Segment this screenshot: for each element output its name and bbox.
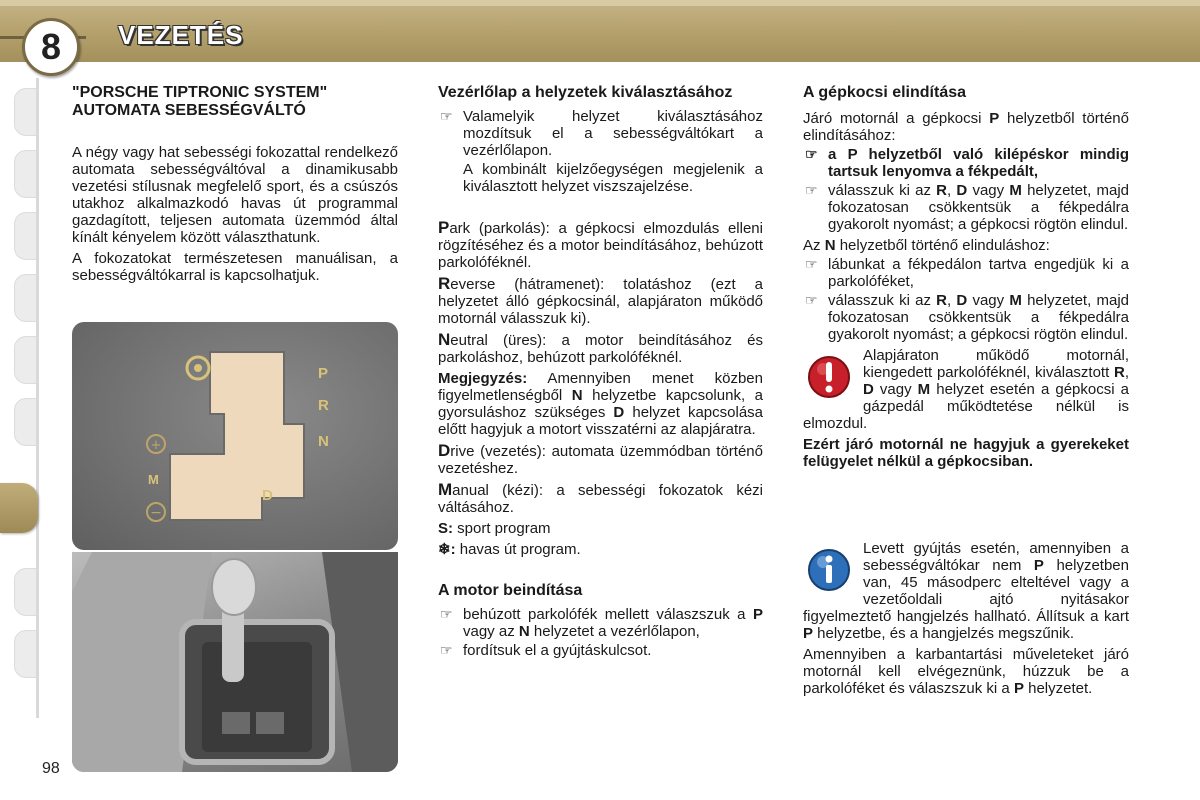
bullet-start-2: ☞ fordítsuk el a gyújtáskulcsot. (438, 642, 763, 659)
heading-start-engine: A motor beindítása (438, 582, 583, 599)
bullet-select-position: ☞ Valamelyik helyzet kiválasztásához mozdítsuk el a sebességváltókart a vezérlőlapon. (438, 108, 763, 159)
side-tab (14, 150, 36, 198)
bullet-text: vagy (967, 292, 1010, 309)
def-sport (438, 520, 763, 537)
active-chapter-tab (0, 483, 38, 533)
bullet-start-1-text: behúzott parkolófék mellett válaszszuk a (463, 606, 753, 623)
info-text-part: helyzetet. (1023, 680, 1093, 697)
note-text: Amennyiben menet közben figyelmetlenségből (438, 370, 763, 404)
bullet-text: , (947, 292, 957, 309)
bullet-select-rdm (803, 182, 1129, 233)
section-title: "PORSCHE TIPTRONIC SYSTEM" AUTOMATA SEBESSÉGVÁLTÓ (72, 84, 328, 119)
def-park-letter: P (438, 218, 450, 237)
def-drive-text: rive (vezetés): automata üzemmódban történő vezetéshez. (438, 443, 763, 477)
side-tab (14, 336, 36, 384)
gate-label-d: D (262, 487, 273, 504)
bullet-select-rdm-2 (803, 292, 1129, 343)
bullet-brake-pedal: ☞ a P helyzetből való kilépéskor mindig tartsuk lenyomva a fékpedált, (803, 146, 1129, 180)
neutral-intro-text: helyzetből történő elinduláshoz: (835, 237, 1050, 254)
chapter-number-badge: 8 (22, 18, 80, 76)
intro-p: P (989, 110, 1000, 127)
lever-knob (212, 559, 256, 615)
side-tab (14, 630, 36, 678)
note-text: helyzet kapcsolása előtt hagyjuk a motort visszatérni az alapjáratra. (438, 404, 763, 438)
warning-icon (807, 353, 851, 403)
minus-icon-glyph: − (150, 505, 162, 521)
info-icon (807, 546, 851, 596)
def-neutral (438, 331, 763, 366)
side-tab-strip (0, 78, 40, 718)
def-neutral-text: eutral (üres): a motor beindításához és parkoláshoz, behúzott parkolóféknél. (438, 332, 763, 366)
bullet-start-1-p: P (752, 606, 763, 623)
bullet-text: válasszuk ki az (828, 182, 937, 199)
display-note: A kombinált kijelzőegységen megjelenik a kiválasztott helyzet viszszajelzése. (463, 161, 763, 195)
gear-m: M (1009, 182, 1022, 199)
snowflake-icon: ❄: (438, 541, 456, 558)
warning-text-part: helyzet esetén a gépkocsi a gázpedál működtetése nélkül is elmozdul. (803, 381, 1129, 432)
def-park (438, 219, 763, 271)
warning-callout (803, 347, 1129, 470)
gear-r: R (936, 292, 948, 309)
intro-text: Járó motornál a gépkocsi (803, 110, 990, 127)
warning-text-part: vagy (873, 381, 918, 398)
info-callout (803, 540, 1129, 697)
manual-paragraph: A fokozatokat természetesen manuálisan, a sebességváltókarral is kapcsolhatjuk. (72, 250, 398, 284)
bullet-start-1-text: helyzetet a vezérlőlapon, (529, 623, 700, 640)
gear-m: M (917, 381, 931, 398)
gear-m: M (1009, 292, 1022, 309)
note-n: N (571, 387, 583, 404)
side-tab (14, 274, 36, 322)
shifter-plate (202, 642, 312, 752)
def-park-text: ark (parkolás): a gépkocsi elmozdulás elleni rögzítéséhez és a motor beindításához, behúzott parkolóféknél. (438, 220, 763, 271)
gear-r: R (1113, 364, 1125, 381)
sport-text: sport program (453, 520, 551, 537)
gear-d: D (956, 292, 968, 309)
column-drive-off (803, 84, 1129, 697)
bullet-release-brake: ☞ lábunkat a fékpedálon tartva engedjük ki a parkolóféket, (803, 256, 1129, 290)
def-reverse-text: everse (hátramenet): tolatáshoz (ezt a helyzetet álló gépkocsinál, alapjáraton működő motornál válasszuk ki). (438, 276, 763, 327)
gate-label-n: N (318, 433, 329, 450)
bullet-start-1-n: N (518, 623, 530, 640)
gear-p: P (1013, 680, 1024, 697)
info-maintenance (803, 646, 1129, 697)
note-d: D (613, 404, 625, 421)
intro-paragraph: A négy vagy hat sebességi fokozattal rendelkező automata sebességváltóval a dinamikusabb vezetési stílusnak megfelelő sport, és a csúszós utakhoz alkalmazkodó havas út programmal gazdagított, teljesen automata üzemmód által kínált kényelem között választhatunk. (72, 144, 398, 246)
neutral-intro (803, 237, 1129, 254)
program-button-snow (256, 712, 284, 734)
warning-text (803, 347, 1129, 432)
column-gearbox-intro (72, 84, 398, 284)
chapter-title: VEZETÉS (118, 20, 244, 50)
gate-label-p: P (318, 365, 329, 382)
gear-p: P (803, 625, 814, 642)
gear-d: D (956, 182, 968, 199)
bullet-text: helyzetet, majd fokozatosan csökkentsük a fékpedálra gyakorolt nyomást; a gépkocsi rögtön elindul. (828, 292, 1129, 343)
page-number: 98 (42, 760, 60, 777)
program-button-s (222, 712, 250, 734)
note-text: helyzetbe kapcsolunk, a gyorsuláshoz szükséges (438, 387, 763, 421)
gear-r: R (936, 182, 948, 199)
bullet-text: helyzetet, majd fokozatosan csökkentsük a fékpedálra gyakorolt nyomást; a gépkocsi rögtön elindul. (828, 182, 1129, 233)
side-tab (14, 398, 36, 446)
def-manual (438, 481, 763, 516)
side-tab (14, 212, 36, 260)
gear-gate-diagram (72, 322, 398, 550)
side-tab (14, 88, 36, 136)
def-snow (438, 541, 763, 558)
heading-gate: Vezérlőlap a helyzetek kiválasztásához (438, 84, 733, 101)
warning-children: Ezért járó motornál ne hagyjuk a gyerekeket felügyelet nélkül a gépkocsiban. (803, 436, 1129, 470)
header-highlight (0, 0, 1200, 6)
warning-text-part: Alapjáraton működő motornál, kiengedett parkolóféknél, kiválasztott (863, 347, 1129, 381)
gate-label-m: M (148, 472, 159, 487)
bullet-start-1-text: vagy az (463, 623, 519, 640)
side-tab (14, 568, 36, 616)
neutral-intro-n: N (824, 237, 836, 254)
gear-p: P (1033, 557, 1044, 574)
intro-text: helyzetből történő elindításához: (803, 110, 1129, 144)
def-drive-letter: D (438, 441, 451, 460)
side-rule (36, 78, 39, 718)
lock-icon-center (194, 364, 202, 372)
gear-lever-photo (72, 552, 398, 772)
gate-label-r: R (318, 397, 329, 414)
def-reverse (438, 275, 763, 327)
info-text (803, 540, 1129, 642)
sport-label: S: (438, 520, 453, 537)
def-neutral-letter: N (438, 330, 451, 349)
plus-icon-glyph: + (150, 438, 162, 453)
gear-d: D (863, 381, 874, 398)
info-text-part: helyzetbe, és a hangjelzés megszűnik. (813, 625, 1074, 642)
bullet-text: válasszuk ki az (828, 292, 937, 309)
info-text-part: Levett gyújtás esetén, amennyiben a sebességváltókar nem (863, 540, 1129, 574)
gear-gate-svg (72, 322, 398, 550)
info-text-part: Amennyiben a karbantartási műveleteket járó motornál kell elvégeznünk, húzzuk be a parkolóféket és válaszszuk ki a (803, 646, 1129, 697)
warning-text-part: , (1124, 364, 1129, 381)
heading-drive-off: A gépkocsi elindítása (803, 84, 967, 101)
def-reverse-letter: R (438, 274, 451, 293)
gear-lever-photo-svg (72, 552, 398, 772)
def-manual-letter: M (438, 480, 453, 499)
bullet-start-1 (438, 606, 763, 640)
note-paragraph (438, 370, 763, 438)
def-drive (438, 442, 763, 477)
snow-text: havas út program. (455, 541, 581, 558)
bullet-text: , (947, 182, 957, 199)
column-gear-positions (438, 84, 763, 659)
info-text-part: helyzetben van, 45 másodperc elteltével vagy a vezetőoldali ajtó nyitásakor figyelmeztető hangjelzés hallható. Állítsuk a kart (803, 557, 1129, 625)
bullet-text: vagy (967, 182, 1010, 199)
note-label: Megjegyzés: (438, 370, 528, 387)
drive-off-intro (803, 110, 1129, 144)
neutral-intro-text: Az (803, 237, 825, 254)
def-manual-text: anual (kézi): a sebességi fokozatok kézi váltásához. (438, 482, 763, 516)
